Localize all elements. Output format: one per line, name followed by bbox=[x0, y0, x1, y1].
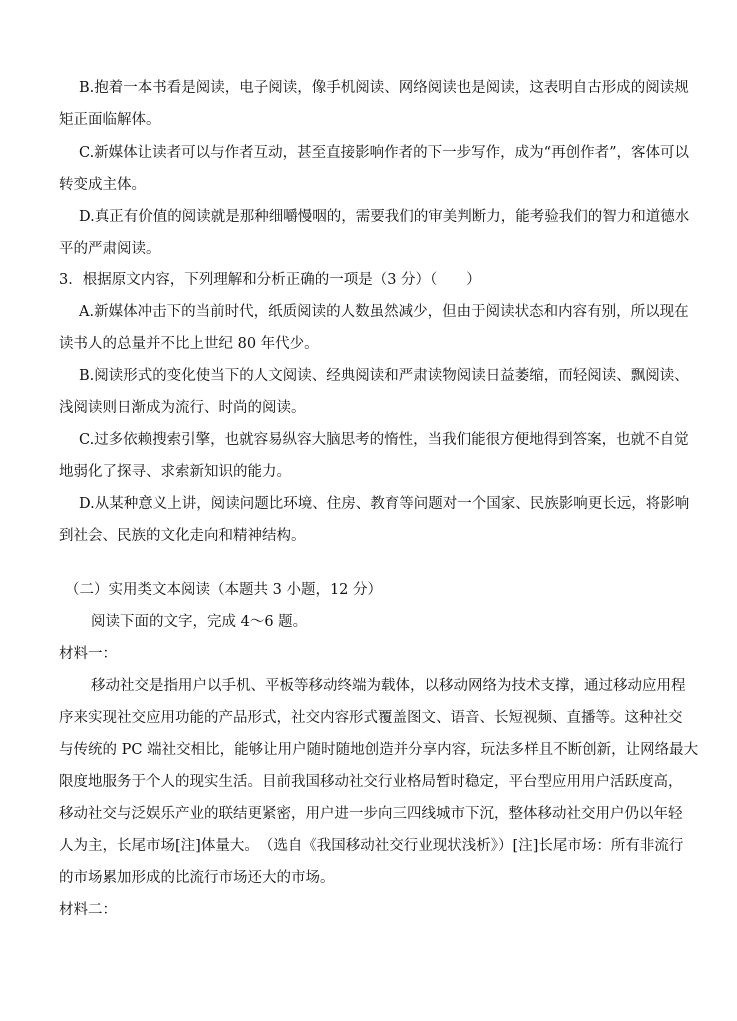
q3-option-d-line-1: D.从某种意义上讲，阅读问题比环境、住房、教育等问题对一个国家、民族影响更长远，将影响 bbox=[79, 496, 690, 512]
material-one-line-2: 序来实现社交应用功能的产品形式，社交内容形式覆盖图文、语音、长短视频、直播等。这种社交 bbox=[59, 710, 683, 726]
q3-option-a-line-2: 读书人的总量并不比上世纪 80 年代少。 bbox=[59, 336, 319, 352]
material-one-line-7: 的市场累加形成的比流行市场还大的市场。 bbox=[59, 870, 335, 886]
material-two-label: 材料二： bbox=[59, 902, 117, 918]
material-one-line-1: 移动社交是指用户以手机、平板等移动终端为载体，以移动网络为技术支撑，通过移动应用程 bbox=[91, 678, 686, 694]
q3-option-a-line-1: A.新媒体冲击下的当前时代，纸质阅读的人数虽然减少，但由于阅读状态和内容有别，所以现在 bbox=[79, 304, 689, 320]
question-3: 3．根据原文内容，下列理解和分析正确的一项是（3 分）（ ） bbox=[59, 272, 481, 288]
material-one-line-6: 人为主，长尾市场[注]体量大。 （选自《我国移动社交行业现状浅析》）[注]长尾市场：所有非流行 bbox=[59, 838, 684, 854]
material-one-line-5: 移动社交与泛娱乐产业的联结更紧密，用户进一步向三四线城市下沉，整体移动社交用户仍以年轻 bbox=[59, 806, 683, 822]
option-d-line-2: 平的严肃阅读。 bbox=[59, 241, 161, 257]
material-one-line-4: 限度地服务于个人的现实生活。目前我国移动社交行业格局暂时稳定，平台型应用用户活跃度高， bbox=[59, 774, 683, 790]
option-c-line-1: C.新媒体让读者可以与作者互动，甚至直接影响作者的下一步写作，成为“再创作者”，客体可以 bbox=[79, 145, 690, 161]
q3-option-d-line-2: 到社会、民族的文化走向和精神结构。 bbox=[59, 528, 306, 544]
option-c-line-2: 转变成主体。 bbox=[59, 177, 146, 193]
instruction: 阅读下面的文字，完成 4～6 题。 bbox=[91, 614, 308, 630]
option-b-line-2: 矩正面临解体。 bbox=[59, 112, 161, 128]
q3-option-c-line-1: C.过多依赖搜索引擎，也就容易纵容大脑思考的惰性，当我们能很方便地得到答案，也就不自觉 bbox=[79, 432, 689, 448]
material-one-label: 材料一： bbox=[59, 646, 117, 662]
option-d-line-1: D.真正有价值的阅读就是那种细嚼慢咽的，需要我们的审美判断力，能考验我们的智力和道德水 bbox=[79, 209, 690, 225]
q3-option-c-line-2: 地弱化了探寻、求索新知识的能力。 bbox=[59, 464, 291, 480]
q3-option-b-line-2: 浅阅读则日渐成为流行、时尚的阅读。 bbox=[59, 400, 306, 416]
option-b-line-1: B.抱着一本书看是阅读，电子阅读，像手机阅读、网络阅读也是阅读，这表明自古形成的阅读规 bbox=[79, 80, 689, 96]
section-heading: （二）实用类文本阅读（本题共 3 小题，12 分） bbox=[65, 582, 383, 598]
material-one-line-3: 与传统的 PC 端社交相比，能够让用户随时随地创造并分享内容，玩法多样且不断创新，让网络最大 bbox=[59, 742, 699, 758]
q3-option-b-line-1: B.阅读形式的变化使当下的人文阅读、经典阅读和严肃读物阅读日益萎缩，而轻阅读、飘阅读、 bbox=[79, 368, 689, 384]
